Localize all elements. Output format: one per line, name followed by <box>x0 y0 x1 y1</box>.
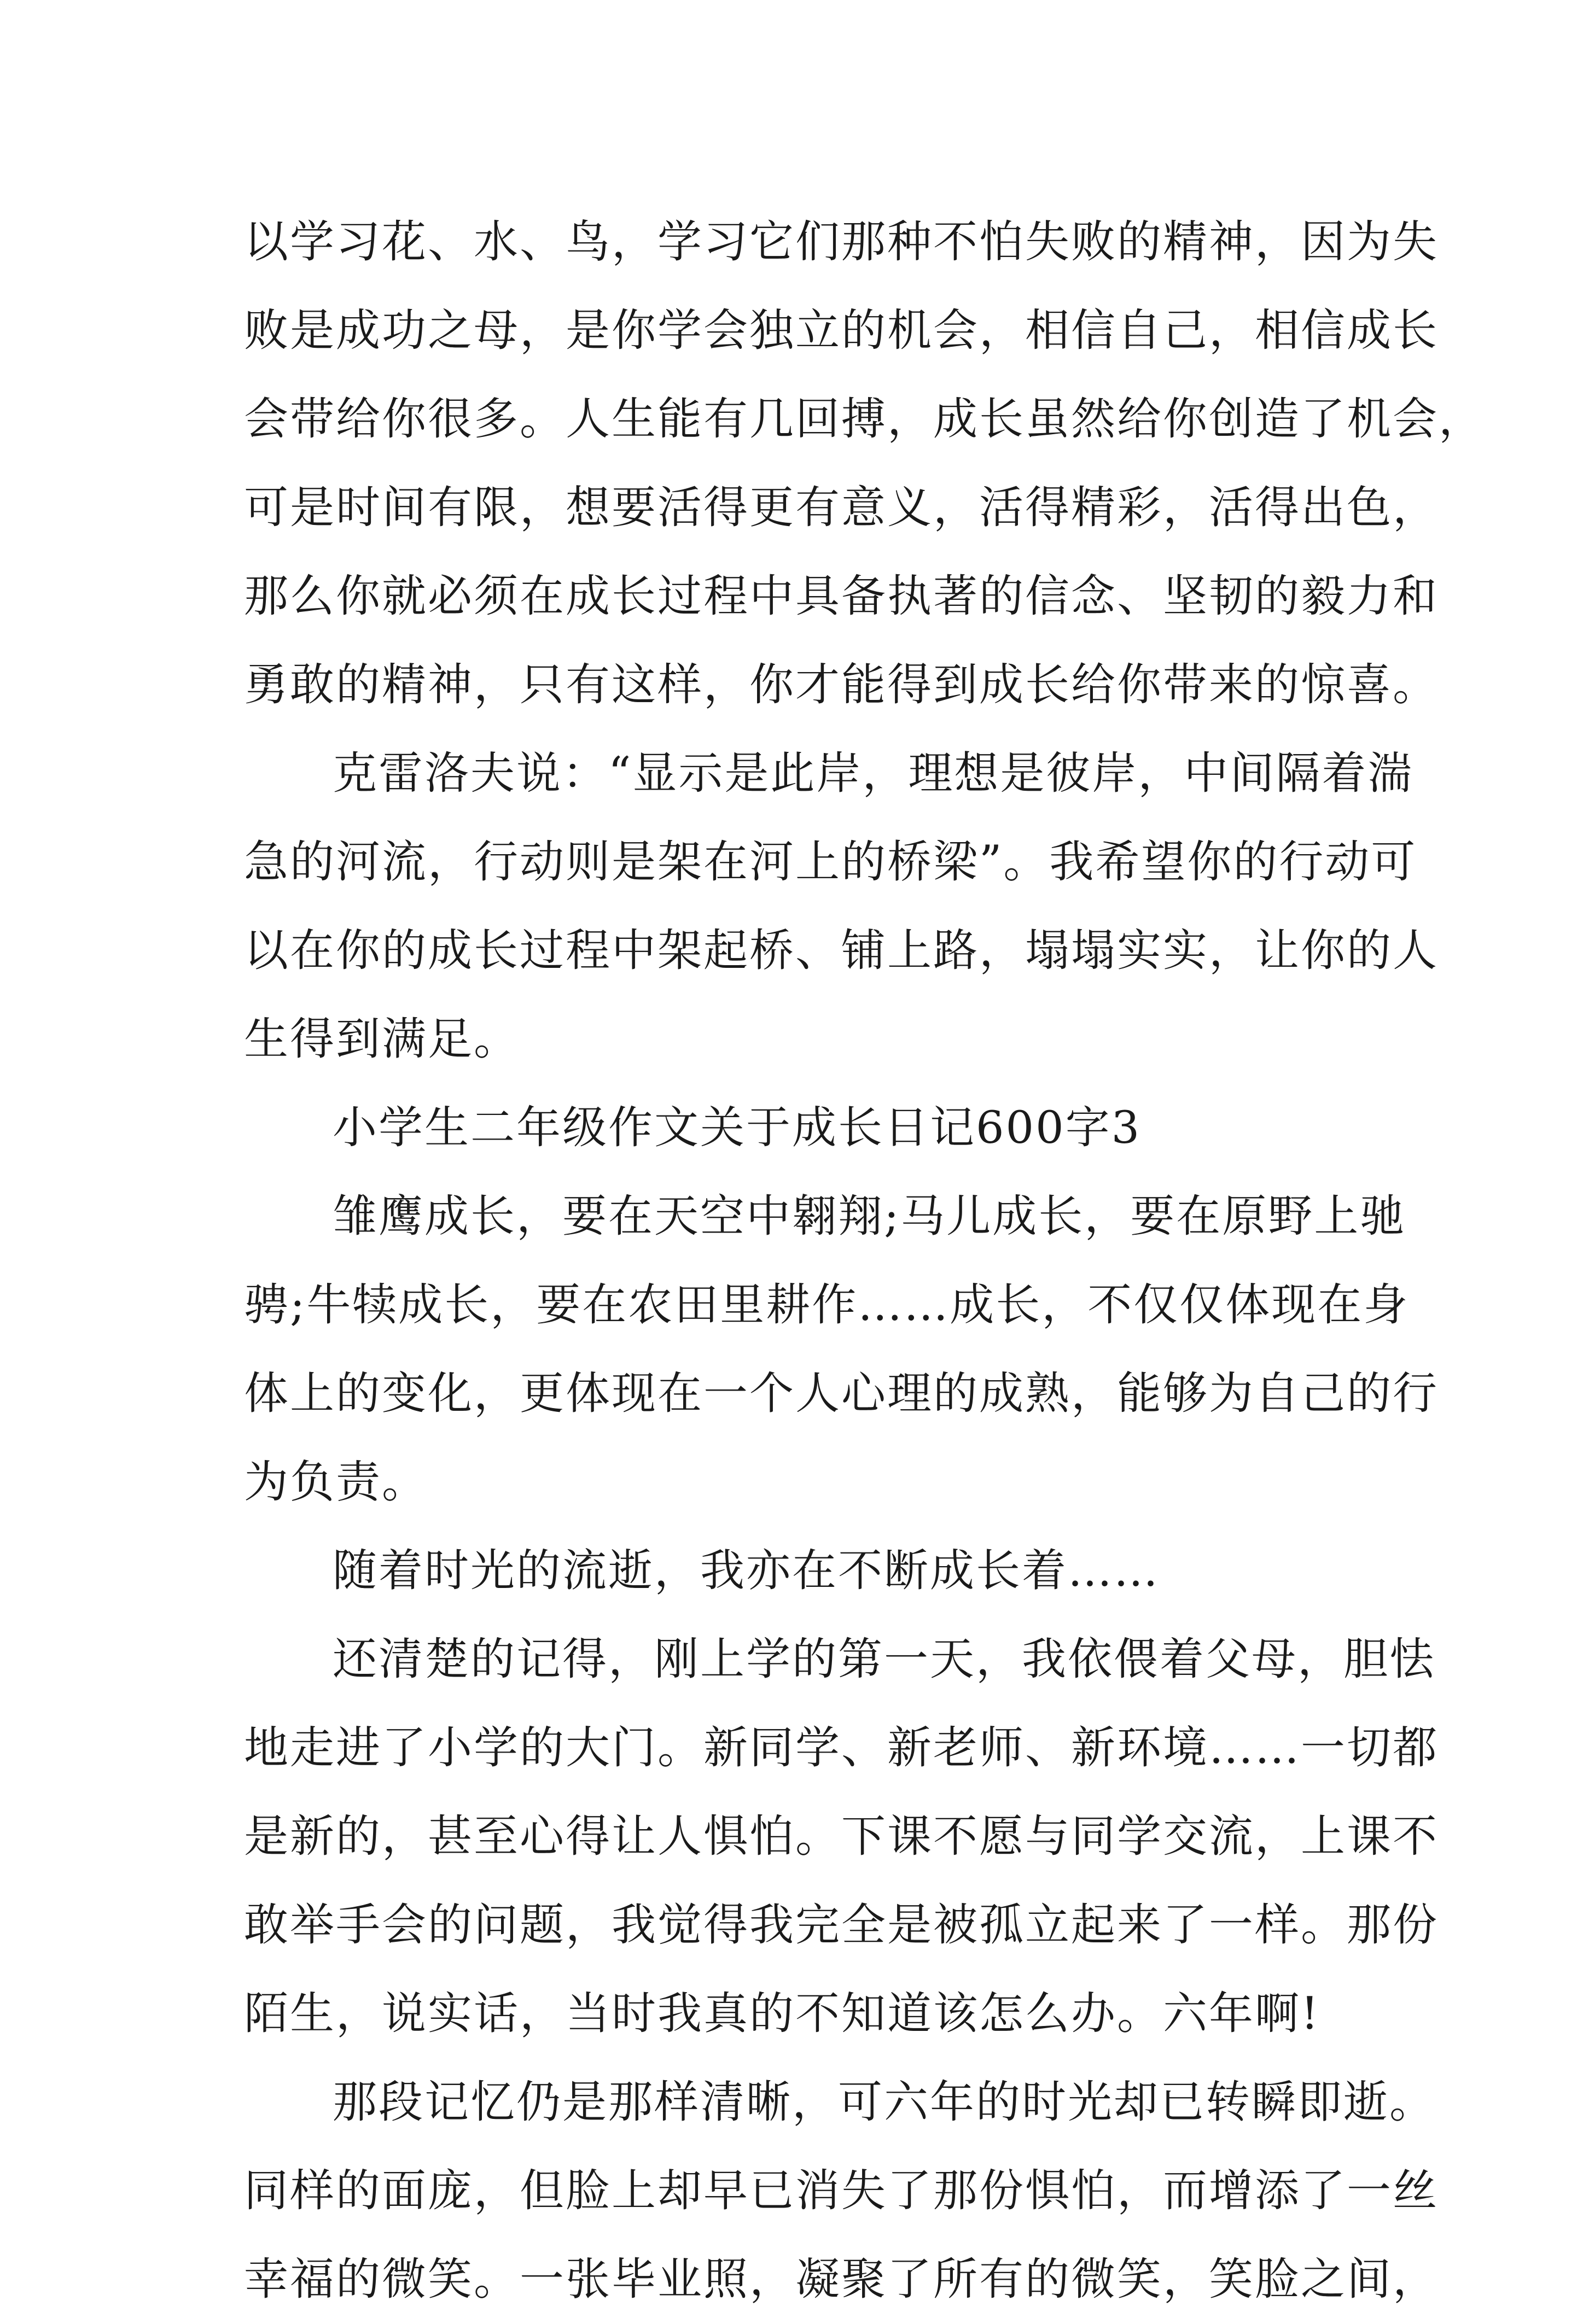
text-line: 为负责。 <box>244 1457 428 1508</box>
text-line: 地走进了小学的大门。新同学、新老师、新环境……一切都 <box>244 1722 1439 1774</box>
text-line: 以在你的成长过程中架起桥、铺上路，塌塌实实，让你的人 <box>244 925 1439 977</box>
text-line: 幸福的微笑。一张毕业照，凝聚了所有的微笑，笑脸之间， <box>244 2254 1439 2305</box>
section-heading: 小学生二年级作文关于成长日记600字3 <box>333 1102 1142 1154</box>
text-line: 是新的，甚至心得让人惧怕。下课不愿与同学交流，上课不 <box>244 1811 1439 1862</box>
text-line: 骋;牛犊成长，要在农田里耕作……成长，不仅仅体现在身 <box>244 1280 1410 1331</box>
text-line: 急的河流，行动则是架在河上的桥梁”。我希望你的行动可 <box>244 837 1417 888</box>
text-line: 同样的面庞，但脸上却早已消失了那份惧怕，而增添了一丝 <box>244 2165 1439 2217</box>
paragraph-first-line: 那段记忆仍是那样清晰，可六年的时光却已转瞬即逝。 <box>333 2077 1436 2128</box>
text-line: 勇敢的精神，只有这样，你才能得到成长给你带来的惊喜。 <box>244 659 1439 711</box>
text-line: 会带给你很多。人生能有几回搏，成长虽然给你创造了机会， <box>244 394 1485 445</box>
text-line: 生得到满足。 <box>244 1014 520 1065</box>
document-body <box>244 198 1485 2324</box>
paragraph-first-line: 雏鹰成长，要在天空中翱翔;马儿成长，要在原野上驰 <box>333 1191 1406 1242</box>
paragraph-first-line: 还清楚的记得，刚上学的第一天，我依偎着父母，胆怯 <box>333 1634 1436 1685</box>
text-line: 敢举手会的问题，我觉得我完全是被孤立起来了一样。那份 <box>244 1900 1439 1951</box>
text-line: 那么你就必须在成长过程中具备执著的信念、坚韧的毅力和 <box>244 571 1439 622</box>
paragraph-first-line: 克雷洛夫说：“显示是此岸，理想是彼岸，中间隔着湍 <box>333 748 1414 799</box>
text-line: 体上的变化，更体现在一个人心理的成熟，能够为自己的行 <box>244 1368 1439 1420</box>
text-line: 可是时间有限，想要活得更有意义，活得精彩，活得出色， <box>244 482 1439 534</box>
paragraph-first-line: 随着时光的流逝，我亦在不断成长着…… <box>333 1545 1160 1597</box>
text-line: 败是成功之母，是你学会独立的机会，相信自己，相信成长 <box>244 305 1439 357</box>
text-line: 以学习花、水、鸟，学习它们那种不怕失败的精神，因为失 <box>244 217 1439 268</box>
text-line: 陌生，说实话，当时我真的不知道该怎么办。六年啊! <box>244 1988 1320 2040</box>
